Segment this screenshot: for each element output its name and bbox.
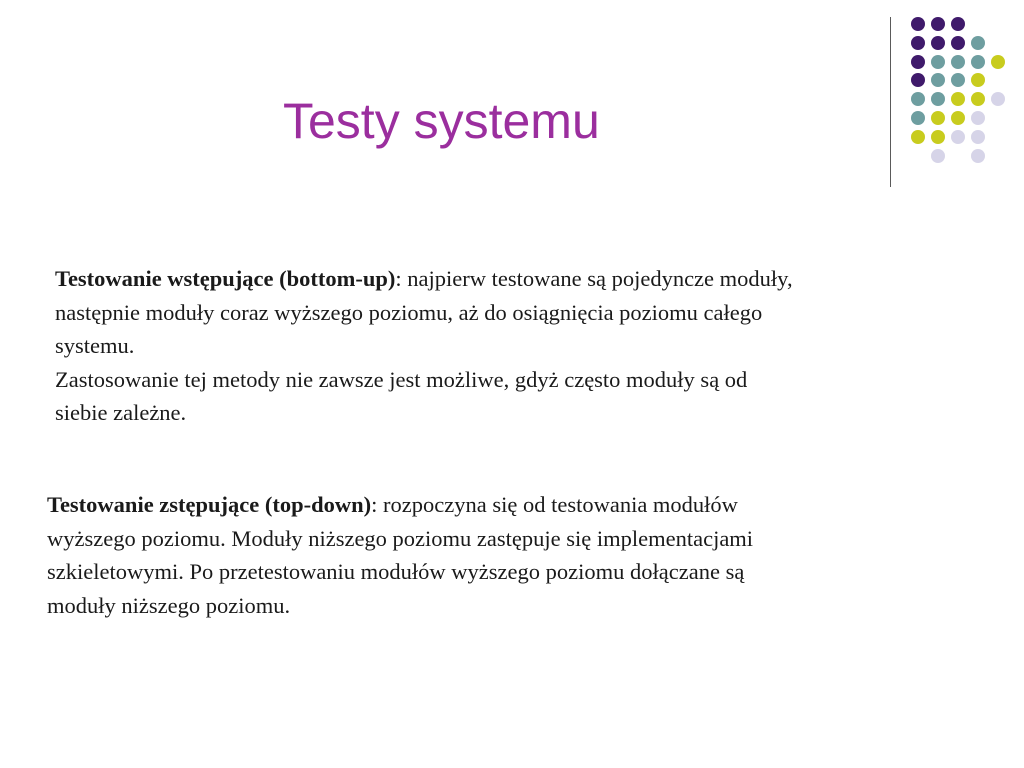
paragraph-line: siebie zależne. [55,400,187,425]
decorative-dot [911,130,925,144]
decorative-dot [951,17,965,31]
term-top-down: Testowanie zstępujące (top-down) [47,492,372,517]
decorative-dot [951,92,965,106]
decorative-dot [911,73,925,87]
paragraph-line: szkieletowymi. Po przetestowaniu modułów wyższego poziomu dołączane są [47,559,745,584]
paragraph-line: moduły niższego poziomu. [47,592,291,618]
decorative-dot [931,111,945,125]
decorative-dot [971,55,985,69]
decorative-dot [911,55,925,69]
decorative-dot [951,111,965,125]
paragraph-line: systemu. [55,333,135,358]
decorative-dot [931,130,945,144]
decorative-dot [931,73,945,87]
decorative-dot [931,149,945,163]
paragraph-top-down [47,488,992,622]
paragraph-bottom-up [55,262,1000,430]
decorative-dot [931,36,945,50]
paragraph-text: : najpierw testowane są pojedyncze moduły, [395,266,793,291]
paragraph-text: : rozpoczyna się od testowania modułów [371,492,738,517]
decorative-dot [971,73,985,87]
decorative-dot [971,130,985,144]
paragraph-line: następnie moduły coraz wyższego poziomu, aż do osiągnięcia poziomu całego [55,299,763,325]
decorative-dot [951,55,965,69]
paragraph-line [47,488,992,522]
decorative-dot [991,55,1005,69]
decorative-dot [951,130,965,144]
decorative-dot [951,73,965,87]
paragraph-line [55,262,1000,296]
paragraph-line: Zastosowanie tej metody nie zawsze jest możliwe, gdyż często moduły są od [55,366,748,392]
decorative-dot [971,111,985,125]
decorative-dot [971,92,985,106]
term-bottom-up: Testowanie wstępujące (bottom-up) [55,266,396,291]
decorative-dot [911,111,925,125]
slide-title: Testy systemu [283,93,600,149]
decorative-dot [971,149,985,163]
title-divider-line [890,17,891,187]
decorative-dot [931,92,945,106]
decorative-dot [991,92,1005,106]
paragraph-line: wyższego poziomu. Moduły niższego poziomu zastępuje się implementacjami [47,525,754,551]
decorative-dot [951,36,965,50]
decorative-dot [911,17,925,31]
decorative-dot [911,36,925,50]
decorative-dot [911,92,925,106]
decorative-dot [931,55,945,69]
decorative-dot [931,17,945,31]
decorative-dot [971,36,985,50]
